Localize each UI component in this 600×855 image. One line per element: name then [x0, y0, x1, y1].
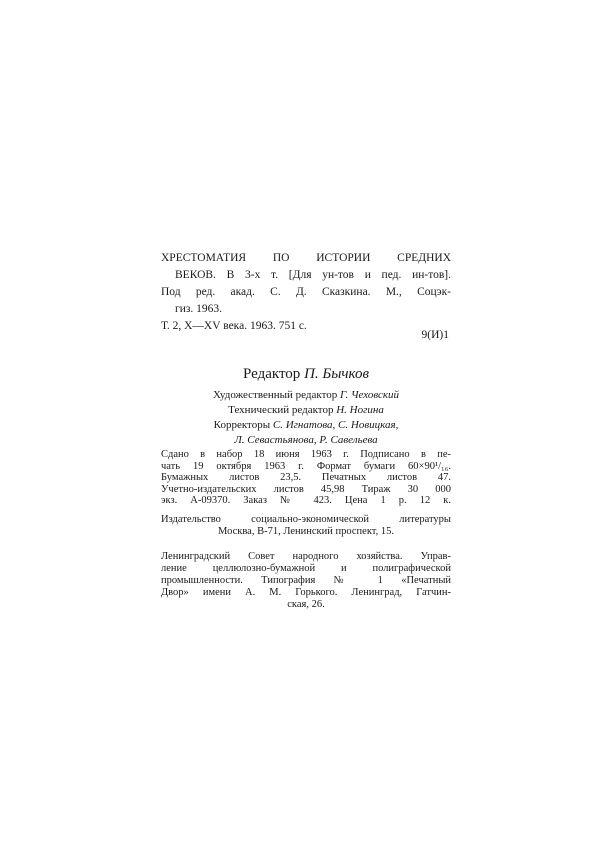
editor-line: [161, 366, 451, 383]
plant-line-3: промышленности. Типография № 1 «Печатный: [161, 575, 451, 586]
print-line-2: чать 19 октября 1963 г. Формат бумаги 60×90¹/₁₆.: [161, 460, 451, 472]
biblio-line-5: Т. 2, X—XV века. 1963. 751 с.: [161, 320, 307, 332]
classification-code: 9(И)1: [421, 329, 449, 341]
plant-line-1: Ленинградский Совет народного хозяйства. Управ-: [161, 551, 451, 562]
art-editor-role: Художественный редактор: [212, 389, 338, 401]
proofreaders-names-1: С. Игнатова, С. Новицкая,: [272, 419, 399, 431]
print-line-3: Бумажных листов 23,5. Печатных листов 47.: [161, 472, 451, 483]
proofreaders-names-2: Л. Севастьянова, Р. Савельева: [234, 434, 378, 446]
tech-editor-name: Н. Ногина: [336, 404, 384, 416]
biblio-line-2: ВЕКОВ. В 3-х т. [Для ун-тов и пед. ин-тов].: [175, 269, 451, 281]
biblio-line-1: ХРЕСТОМАТИЯ ПО ИСТОРИИ СРЕДНИХ: [161, 252, 451, 264]
biblio-line-3: Под ред. акад. С. Д. Сказкина. М., Соцэк-: [161, 286, 451, 298]
art-editor-name: Г. Чеховский: [340, 389, 400, 401]
print-line-5: экз. А-09370. Заказ № 423. Цена 1 р. 12 к.: [161, 495, 451, 506]
publisher-info: [161, 514, 451, 538]
tech-editor-role: Технический редактор: [228, 404, 334, 416]
proofreaders-role: Корректоры: [213, 419, 271, 431]
plant-line-5: ская, 26.: [287, 599, 325, 610]
bibliographic-entry: [161, 250, 451, 335]
editor-role: Редактор: [242, 366, 301, 382]
print-line-1: Сдано в набор 18 июня 1963 г. Подписано в пе-: [161, 449, 451, 460]
plant-line-4: Двор» имени А. М. Горького. Ленинград, Гатчин-: [161, 587, 451, 598]
printing-plant-info: [161, 551, 451, 611]
proofreaders-line: [161, 418, 451, 433]
tech-editor-line: [161, 403, 451, 418]
art-editor-line: [161, 388, 451, 403]
editor-name: П. Бычков: [304, 366, 370, 382]
proofreaders-line-2: [161, 433, 451, 448]
plant-line-2: ление целлюлозно-бумажной и полиграфической: [161, 563, 451, 574]
publisher-line-2: Москва, В-71, Ленинский проспект, 15.: [218, 526, 394, 537]
print-line-4: Учетно-издательских листов 45,98 Тираж 30 000: [161, 483, 451, 495]
publisher-line-1: Издательство социально-экономической литературы: [161, 514, 451, 525]
biblio-line-4: гиз. 1963.: [175, 303, 223, 315]
staff-credits: [161, 388, 451, 448]
print-details: [161, 449, 451, 507]
